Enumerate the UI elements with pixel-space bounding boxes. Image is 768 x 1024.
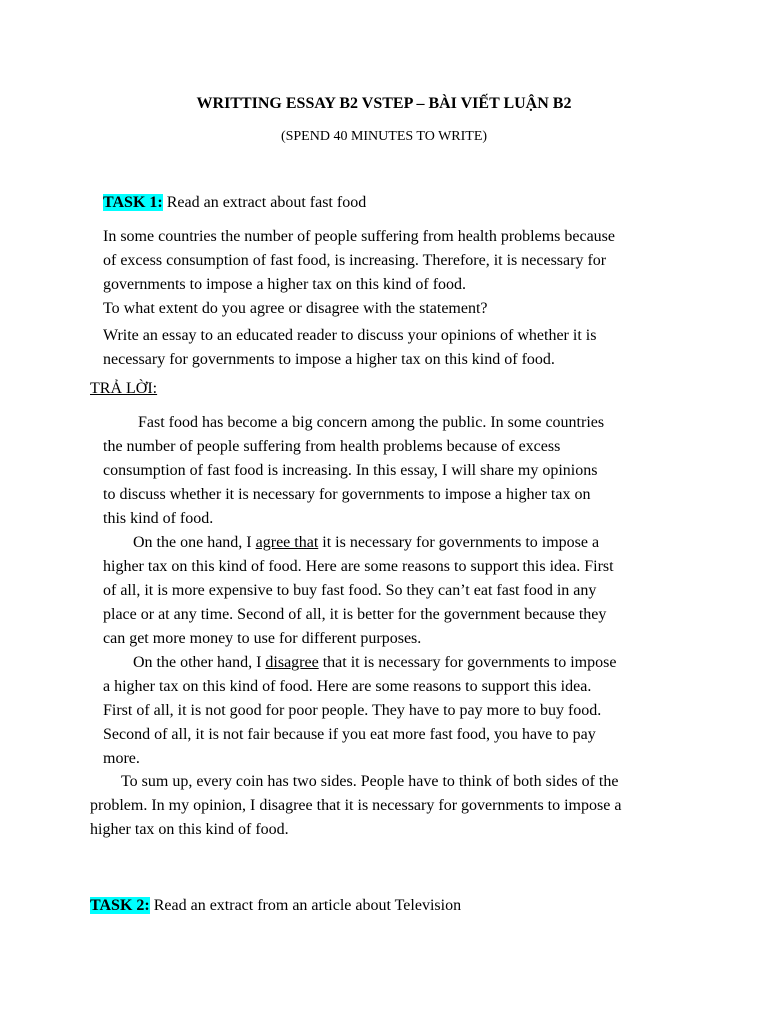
essay-line: can get more money to use for different purposes. bbox=[103, 630, 422, 647]
answer-label: TRẢ LỜI: bbox=[90, 380, 158, 397]
essay-paragraph-3 bbox=[103, 651, 616, 771]
instruction-line: necessary for governments to impose a higher tax on this kind of food. bbox=[103, 351, 555, 368]
essay-line: of all, it is more expensive to buy fast food. So they can’t eat fast food in any bbox=[103, 582, 597, 599]
document-subtitle: (SPEND 40 MINUTES TO WRITE) bbox=[280, 129, 488, 144]
essay-line: First of all, it is not good for poor people. They have to pay more to buy food. bbox=[103, 702, 602, 719]
task1-heading bbox=[103, 191, 366, 215]
task1-instruction bbox=[103, 324, 596, 372]
task1-label: TASK 1: bbox=[103, 194, 163, 211]
essay-line: to discuss whether it is necessary for governments to impose a higher tax on bbox=[103, 486, 591, 503]
essay-line: higher tax on this kind of food. Here are some reasons to support this idea. First bbox=[103, 558, 614, 575]
disagree-underline: disagree bbox=[265, 654, 319, 671]
essay-line: To sum up, every coin has two sides. People have to think of both sides of the bbox=[121, 773, 619, 790]
prompt-line: governments to impose a higher tax on this kind of food. bbox=[103, 276, 467, 293]
essay-line: On the other hand, I disagree that it is necessary for governments to impose bbox=[133, 654, 617, 671]
instruction-line: Write an essay to an educated reader to discuss your opinions of whether it is bbox=[103, 327, 597, 344]
essay-line: Fast food has become a big concern among the public. In some countries bbox=[138, 414, 605, 431]
task2-label: TASK 2: bbox=[90, 897, 150, 914]
essay-line: Second of all, it is not fair because if you eat more fast food, you have to pay bbox=[103, 726, 596, 743]
essay-line: higher tax on this kind of food. bbox=[90, 821, 289, 838]
document-title: WRITTING ESSAY B2 VSTEP – BÀI VIẾT LUẬN B2 bbox=[196, 95, 572, 112]
prompt-line: In some countries the number of people suffering from health problems because bbox=[103, 228, 615, 245]
agree-that-underline: agree that bbox=[255, 534, 319, 551]
task2-intro: Read an extract from an article about Television bbox=[149, 897, 462, 914]
essay-line: a higher tax on this kind of food. Here are some reasons to support this idea. bbox=[103, 678, 592, 695]
essay-line: this kind of food. bbox=[103, 510, 214, 527]
task1-intro: Read an extract about fast food bbox=[162, 194, 367, 211]
essay-line: more. bbox=[103, 750, 140, 767]
essay-line: problem. In my opinion, I disagree that it is necessary for governments to impose a bbox=[90, 797, 622, 814]
essay-line: the number of people suffering from health problems because of excess bbox=[103, 438, 561, 455]
essay-line: place or at any time. Second of all, it is better for the government because they bbox=[103, 606, 607, 623]
prompt-line: of excess consumption of fast food, is increasing. Therefore, it is necessary for bbox=[103, 252, 607, 269]
task1-prompt bbox=[103, 225, 615, 321]
essay-paragraph-2 bbox=[103, 531, 614, 651]
prompt-line: To what extent do you agree or disagree with the statement? bbox=[103, 300, 488, 317]
essay-line: On the one hand, I agree that it is necessary for governments to impose a bbox=[133, 534, 600, 551]
essay-paragraph-4 bbox=[90, 770, 621, 842]
essay-paragraph-1 bbox=[103, 411, 604, 531]
essay-line: consumption of fast food is increasing. In this essay, I will share my opinions bbox=[103, 462, 598, 479]
task2-heading bbox=[90, 894, 461, 918]
